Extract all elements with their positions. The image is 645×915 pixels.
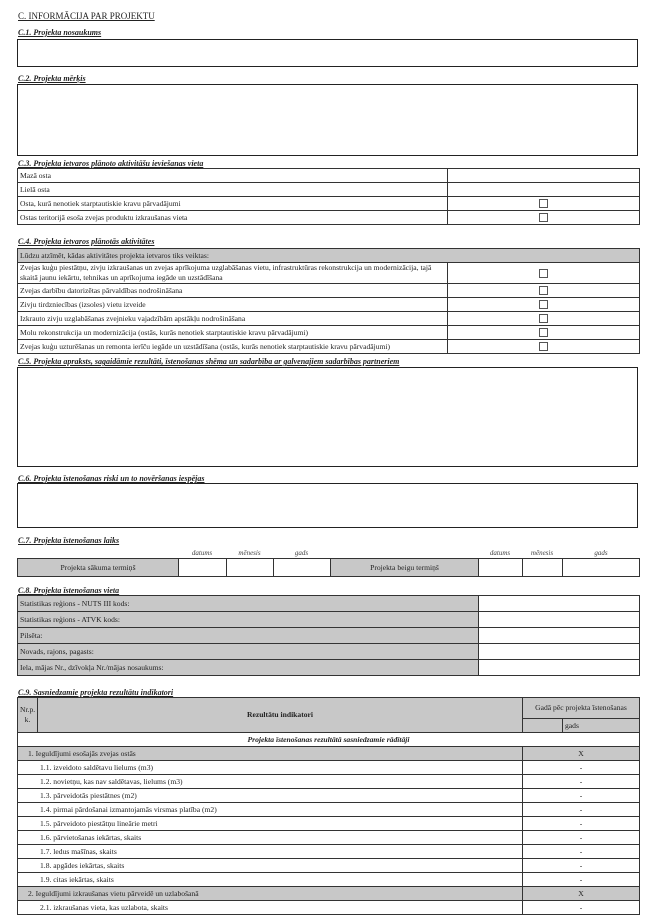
activity-checkbox-cell — [448, 312, 640, 326]
activity-checkbox[interactable] — [539, 300, 548, 309]
location-value-cell[interactable] — [448, 169, 640, 183]
activity-checkbox[interactable] — [539, 328, 548, 337]
end-month-label: mēnesis — [530, 549, 554, 557]
start-day-field[interactable] — [179, 559, 227, 577]
indicator-label: 1. Ieguldījumi esošajās zvejas ostās — [18, 747, 523, 761]
place-row — [18, 644, 640, 660]
activity-label: Molu rekonstrukcija un modernizācija (ostās, kurās nenotiek starptautiskie kravu pārvadājumi) — [18, 326, 448, 340]
location-row — [18, 183, 640, 197]
indicator-value[interactable]: - — [523, 817, 640, 831]
end-year-label: gads — [594, 549, 608, 557]
activity-checkbox-cell — [448, 326, 640, 340]
project-risks-field[interactable] — [17, 483, 638, 528]
indicator-row — [18, 845, 640, 859]
end-year-field[interactable] — [563, 559, 640, 577]
section-c9-label: C.9. Sasniedzamie projekta rezultātu indikatori — [18, 688, 174, 697]
end-month-field[interactable] — [523, 559, 563, 577]
place-row — [18, 596, 640, 612]
activity-checkbox-cell — [448, 298, 640, 312]
activity-checkbox[interactable] — [539, 286, 548, 295]
indicator-row — [18, 873, 640, 887]
place-label: Iela, mājas Nr., dzīvokļa Nr./mājas nosaukums: — [18, 660, 479, 676]
indicator-value[interactable]: - — [523, 845, 640, 859]
activity-row — [18, 340, 640, 354]
section-c1-label: C.1. Projekta nosaukums — [18, 28, 102, 37]
indicator-label: 1.8. apgādes iekārtas, skaits — [18, 859, 523, 873]
section-c4-label: C.4. Projekta ietvaros plānotās aktivitātes — [18, 237, 155, 246]
indicator-value[interactable]: - — [523, 831, 640, 845]
project-description-field[interactable] — [17, 367, 638, 467]
location-value-cell[interactable] — [448, 183, 640, 197]
activity-label: Zvejas kuģu piestātņu, zivju izkraušanas un zvejas aprīkojuma uzglabāšanas vietu, infrastruktūras rekonstrukcija un modernizācija, tajā skaitā jaunu iekārtu, tehnikas un aprīkojuma iegāde un uzstādīšana — [18, 263, 448, 284]
indicator-value[interactable]: - — [523, 873, 640, 887]
location-label: Ostas teritorijā esoša zvejas produktu izkraušanas vieta — [18, 211, 448, 225]
indicator-row — [18, 859, 640, 873]
indicator-row — [18, 901, 640, 915]
indicator-label: 1.3. pārveidotās piestātnes (m2) — [18, 789, 523, 803]
section-c3-label: C.3. Projekta ietvaros plānoto aktivitāšu ieviešanas vieta — [18, 159, 204, 168]
section-c5-label: C.5. Projekta apraksts, sagaidāmie rezultāti, īstenošanas shēma un sadarbība ar galvenajiem sadarbības partneriem — [18, 357, 400, 366]
implementation-place-table — [17, 595, 640, 676]
section-c8-label: C.8. Projekta īstenošanas vieta — [18, 586, 120, 595]
place-row — [18, 612, 640, 628]
activity-checkbox[interactable] — [539, 314, 548, 323]
end-date-label: Projekta beigu termiņš — [331, 559, 479, 577]
indicators-subheader: Projekta īstenošanas rezultātā sasniedzamie rādītāji — [18, 733, 640, 747]
activity-row — [18, 284, 640, 298]
activity-checkbox-cell — [448, 340, 640, 354]
indicator-label: 1.9. citas iekārtas, skaits — [18, 873, 523, 887]
project-name-field[interactable] — [17, 39, 638, 67]
col-year-after-header: Gadā pēc projekta īstenošanas — [523, 698, 640, 719]
activities-table — [17, 248, 640, 354]
location-checkbox[interactable] — [539, 199, 548, 208]
place-row — [18, 660, 640, 676]
indicator-row — [18, 803, 640, 817]
start-year-label: gads — [294, 549, 309, 557]
section-c2-label: C.2. Projekta mērķis — [18, 74, 86, 83]
indicators-table — [17, 697, 640, 915]
place-input[interactable] — [479, 628, 640, 644]
indicator-row — [18, 817, 640, 831]
location-value-cell[interactable] — [448, 211, 640, 225]
activity-label: Zvejas kuģu uzturēšanas un remonta ierīču iegāde un uzstādīšana (ostās, kurās nenotiek starptautiskie kravu pārvadājumi) — [18, 340, 448, 354]
indicator-label: 1.7. ledus mašīnas, skaits — [18, 845, 523, 859]
col-nr-header: Nr.p. k. — [18, 698, 38, 733]
start-month-label: mēnesis — [238, 549, 261, 557]
indicator-label: 1.1. izveidoto saldētavu lielums (m3) — [18, 761, 523, 775]
location-label: Mazā osta — [18, 169, 448, 183]
indicator-value[interactable]: - — [523, 803, 640, 817]
indicator-label: 1.2. novietņu, kas nav saldētavas, lielums (m3) — [18, 775, 523, 789]
indicator-value[interactable]: X — [523, 887, 640, 901]
location-table — [17, 168, 640, 225]
start-month-field[interactable] — [227, 559, 274, 577]
end-day-label: datums — [489, 549, 511, 557]
indicator-value[interactable]: - — [523, 901, 640, 915]
location-row — [18, 211, 640, 225]
activity-checkbox-cell — [448, 263, 640, 284]
indicator-value[interactable]: - — [523, 859, 640, 873]
start-year-field[interactable] — [274, 559, 331, 577]
activities-header: Lūdzu atzīmēt, kādas aktivitātes projekta ietvaros tiks veiktas: — [18, 249, 640, 263]
activity-label: Zivju tirdzniecības (izsoles) vietu izveide — [18, 298, 448, 312]
activity-checkbox-cell — [448, 284, 640, 298]
indicator-label: 2.1. izkraušanas vieta, kas uzlabota, skaits — [18, 901, 523, 915]
indicator-label: 1.6. pārvietošanas iekārtas, skaits — [18, 831, 523, 845]
place-label: Statistikas reģions - ATVK kods: — [18, 612, 479, 628]
indicator-label: 2. Ieguldījumi izkraušanas vietu pārveidē un uzlabošanā — [18, 887, 523, 901]
blank-header-cell — [523, 719, 563, 733]
indicator-value[interactable]: - — [523, 761, 640, 775]
location-label: Lielā osta — [18, 183, 448, 197]
indicator-row — [18, 831, 640, 845]
timeline-table — [17, 558, 640, 577]
col-year-header: gads — [563, 719, 640, 733]
indicator-row — [18, 789, 640, 803]
end-day-field[interactable] — [479, 559, 523, 577]
activity-row — [18, 312, 640, 326]
indicator-value[interactable]: - — [523, 775, 640, 789]
activity-checkbox[interactable] — [539, 269, 548, 278]
place-label: Statistikas reģions - NUTS III kods: — [18, 596, 479, 612]
activity-label: Izkrauto zivju uzglabāšanas zvejnieku vajadzībām apstākļu nodrošināšana — [18, 312, 448, 326]
place-input[interactable] — [479, 612, 640, 628]
location-row — [18, 169, 640, 183]
page-title: C. INFORMĀCIJA PAR PROJEKTU — [18, 11, 155, 21]
activity-row — [18, 298, 640, 312]
section-c6-label: C.6. Projekta īstenošanas riski un to novēršanas iespējas — [18, 474, 205, 483]
indicator-value[interactable]: X — [523, 747, 640, 761]
project-goal-field[interactable] — [17, 84, 638, 156]
place-label: Pilsēta: — [18, 628, 479, 644]
indicator-label: 1.5. pārveidoto piestātņu lineārie metri — [18, 817, 523, 831]
place-input[interactable] — [479, 644, 640, 660]
place-input[interactable] — [479, 660, 640, 676]
location-checkbox[interactable] — [539, 213, 548, 222]
activity-row — [18, 263, 640, 284]
indicator-group-row — [18, 747, 640, 761]
section-c7-label: C.7. Projekta īstenošanas laiks — [18, 536, 120, 545]
activity-row — [18, 326, 640, 340]
indicator-group-row — [18, 887, 640, 901]
location-row — [18, 197, 640, 211]
location-value-cell[interactable] — [448, 197, 640, 211]
place-row — [18, 628, 640, 644]
indicator-row — [18, 775, 640, 789]
location-label: Osta, kurā nenotiek starptautiskie kravu pārvadājumi — [18, 197, 448, 211]
start-date-label: Projekta sākuma termiņš — [18, 559, 179, 577]
start-day-label: datums — [191, 549, 213, 557]
place-label: Novads, rajons, pagasts: — [18, 644, 479, 660]
place-input[interactable] — [479, 596, 640, 612]
indicator-row — [18, 761, 640, 775]
col-indicators-header: Rezultātu indikatori — [38, 698, 523, 733]
activity-checkbox[interactable] — [539, 342, 548, 351]
indicator-label: 1.4. pirmai pārdošanai izmantojamās virsmas platība (m2) — [18, 803, 523, 817]
activity-label: Zvejas darbību datorizētas pārvaldības nodrošināšana — [18, 284, 448, 298]
indicator-value[interactable]: - — [523, 789, 640, 803]
